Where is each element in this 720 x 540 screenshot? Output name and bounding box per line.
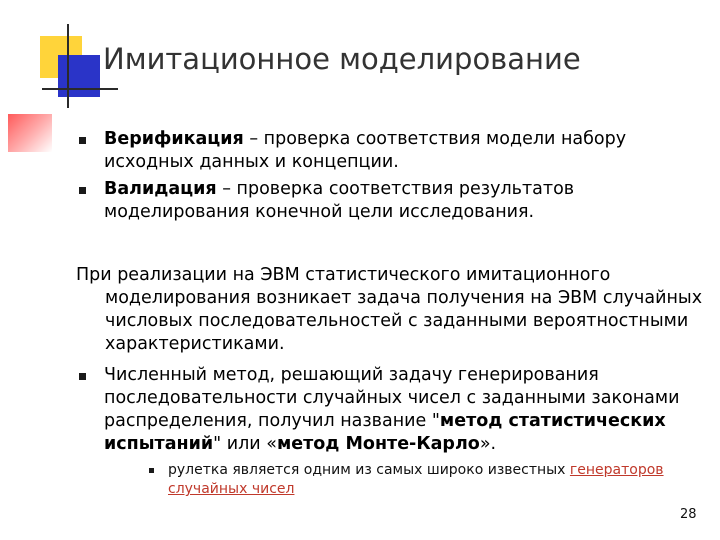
bullet-validation bbox=[104, 178, 574, 224]
bullet-text: моделирования конечной цели исследования. bbox=[104, 202, 535, 222]
term-statistical-trials: метод статистических bbox=[439, 411, 666, 431]
bullet-square-icon bbox=[79, 137, 86, 144]
term-validation: Валидация bbox=[104, 179, 217, 199]
bullet-square-icon bbox=[149, 468, 154, 473]
sub-bullet-text: рулетка является одним из самых широко известных bbox=[168, 462, 570, 478]
paragraph-line: характеристиками. bbox=[105, 334, 285, 354]
bullet-text: – проверка соответствия модели набору bbox=[243, 129, 627, 149]
bullet-text: ». bbox=[479, 434, 497, 454]
sub-bullet-roulette bbox=[168, 461, 664, 499]
decor-blue-square bbox=[58, 55, 100, 97]
paragraph-line: моделирования возникает задача получения на ЭВМ случайных bbox=[105, 288, 703, 308]
bullet-text: распределения, получил название " bbox=[104, 411, 440, 431]
term-statistical-trials-cont: испытаний bbox=[104, 434, 214, 454]
bullet-text: – проверка соответствия результатов bbox=[216, 179, 575, 199]
decor-red-gradient-square bbox=[8, 114, 52, 152]
bullet-text: Численный метод, решающий задачу генерирования bbox=[104, 365, 599, 385]
bullet-square-icon bbox=[79, 373, 86, 380]
paragraph-line: числовых последовательностей с заданными вероятностными bbox=[105, 311, 689, 331]
link-random-numbers[interactable]: случайных чисел bbox=[168, 481, 295, 497]
bullet-square-icon bbox=[79, 187, 86, 194]
bullet-text: " или « bbox=[213, 434, 277, 454]
link-generators[interactable]: генераторов bbox=[569, 462, 664, 478]
term-verification: Верификация bbox=[104, 129, 244, 149]
bullet-text: исходных данных и концепции. bbox=[104, 152, 399, 172]
decor-horizontal-line bbox=[42, 88, 118, 90]
bullet-text: последовательности случайных чисел с заданными законами bbox=[104, 388, 680, 408]
slide-title: Имитационное моделирование bbox=[103, 42, 581, 76]
page-number: 28 bbox=[680, 507, 697, 522]
paragraph-line: При реализации на ЭВМ статистического имитационного bbox=[76, 265, 611, 285]
main-paragraph bbox=[76, 264, 702, 356]
term-monte-carlo: метод Монте-Карло bbox=[276, 434, 480, 454]
decor-vertical-line bbox=[67, 24, 69, 108]
bullet-verification bbox=[104, 128, 626, 174]
bullet-monte-carlo bbox=[104, 364, 679, 456]
